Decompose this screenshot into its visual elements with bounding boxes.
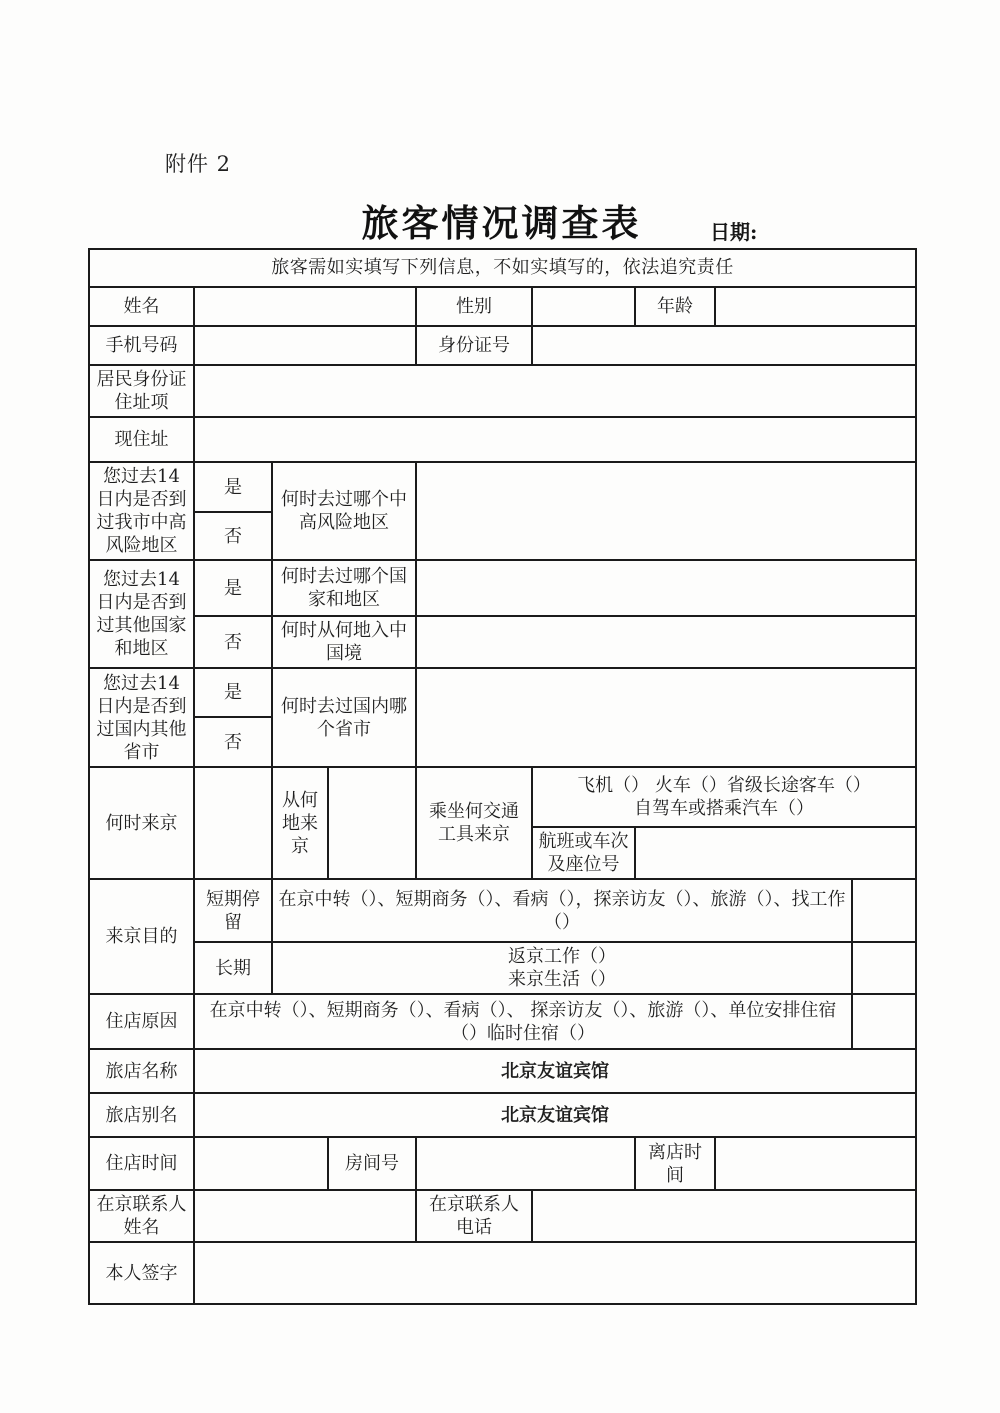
phone-label: 手机号码 [89, 326, 194, 365]
id-address-value-cell[interactable] [194, 365, 916, 417]
page-title: 旅客情况调查表 [361, 201, 642, 245]
date-label: 日期: [710, 220, 758, 244]
gender-label: 性别 [416, 287, 532, 326]
flight-number-value-cell[interactable] [635, 827, 916, 879]
q-city-yes-option[interactable]: 是 [194, 462, 272, 512]
q-domestic-when-label: 何时去过国内哪个省市 [272, 668, 416, 767]
arrival-from-value-cell[interactable] [328, 767, 416, 879]
id-address-label: 居民身份证住址项 [89, 365, 194, 417]
transport-label: 乘坐何交通工具来京 [416, 767, 532, 879]
checkin-time-label: 住店时间 [89, 1137, 194, 1190]
id-number-value-cell[interactable] [532, 326, 916, 365]
contact-name-label: 在京联系人姓名 [89, 1190, 194, 1242]
purpose-long-option1: 返京工作（） [508, 946, 616, 968]
gender-value-cell[interactable] [532, 287, 635, 326]
age-value-cell[interactable] [715, 287, 916, 326]
signature-value-cell[interactable] [194, 1242, 916, 1304]
purpose-label: 来京目的 [89, 879, 194, 994]
id-number-label: 身份证号 [416, 326, 532, 365]
q-abroad-no-answer-cell[interactable] [416, 616, 916, 668]
name-value-cell[interactable] [194, 287, 416, 326]
contact-phone-value-cell[interactable] [532, 1190, 916, 1242]
contact-phone-label: 在京联系人电话 [416, 1190, 532, 1242]
purpose-short-options[interactable]: 在京中转（）、短期商务（）、看病（），探亲访友（）、旅游（）、找工作（） [272, 879, 852, 942]
purpose-short-mark-cell[interactable] [852, 879, 916, 942]
flight-number-label: 航班或车次及座位号 [532, 827, 635, 879]
name-label: 姓名 [89, 287, 194, 326]
attachment-label: 附件 2 [165, 152, 232, 176]
contact-name-value-cell[interactable] [194, 1190, 416, 1242]
arrival-from-label: 从何地来京 [272, 767, 328, 879]
transport-options-line2: 自驾车或搭乘汽车（） [634, 798, 815, 820]
current-address-label: 现住址 [89, 417, 194, 462]
transport-options-line1: 飞机（） 火车（）省级长途客车（） [577, 775, 871, 797]
q-domestic-question: 您过去14日内是否到过国内其他省市 [89, 668, 194, 767]
hotel-alias-value: 北京友谊宾馆 [194, 1093, 916, 1137]
q-abroad-yes-answer-cell[interactable] [416, 560, 916, 616]
notice-text: 旅客需如实填写下列信息，不如实填写的，依法追究责任 [89, 249, 916, 287]
q-domestic-no-option[interactable]: 否 [194, 717, 272, 767]
q-abroad-yes-option[interactable]: 是 [194, 560, 272, 616]
q-domestic-yes-option[interactable]: 是 [194, 668, 272, 717]
purpose-long-options[interactable] [272, 942, 852, 994]
q-abroad-no-option[interactable]: 否 [194, 616, 272, 668]
current-address-value-cell[interactable] [194, 417, 916, 462]
arrival-when-value-cell[interactable] [194, 767, 272, 879]
stay-reason-label: 住店原因 [89, 994, 194, 1049]
q-abroad-when-label: 何时去过哪个国家和地区 [272, 560, 416, 616]
q-city-question: 您过去14日内是否到过我市中高风险地区 [89, 462, 194, 560]
q-domestic-answer-cell[interactable] [416, 668, 916, 767]
arrival-when-label: 何时来京 [89, 767, 194, 879]
checkout-time-value-cell[interactable] [715, 1137, 916, 1190]
survey-form-table [88, 248, 917, 1305]
transport-options[interactable] [532, 767, 916, 827]
purpose-long-mark-cell[interactable] [852, 942, 916, 994]
checkin-time-value-cell[interactable] [194, 1137, 328, 1190]
stay-reason-options[interactable]: 在京中转（）、短期商务（）、看病（）、 探亲访友（）、旅游（）、单位安排住宿（）临时住宿（） [194, 994, 852, 1049]
q-city-answer-cell[interactable] [416, 462, 916, 560]
room-number-label: 房间号 [328, 1137, 416, 1190]
hotel-alias-label: 旅店别名 [89, 1093, 194, 1137]
q-city-when-label: 何时去过哪个中高风险地区 [272, 462, 416, 560]
purpose-long-label: 长期 [194, 942, 272, 994]
purpose-short-label: 短期停留 [194, 879, 272, 942]
age-label: 年龄 [635, 287, 715, 326]
hotel-name-label: 旅店名称 [89, 1049, 194, 1093]
q-abroad-question: 您过去14日内是否到过其他国家和地区 [89, 560, 194, 668]
stay-reason-mark-cell[interactable] [852, 994, 916, 1049]
signature-label: 本人签字 [89, 1242, 194, 1304]
phone-value-cell[interactable] [194, 326, 416, 365]
q-city-no-option[interactable]: 否 [194, 512, 272, 560]
room-number-value-cell[interactable] [416, 1137, 635, 1190]
checkout-time-label: 离店时间 [635, 1137, 715, 1190]
hotel-name-value: 北京友谊宾馆 [194, 1049, 916, 1093]
q-abroad-entry-label: 何时从何地入中国境 [272, 616, 416, 668]
purpose-long-option2: 来京生活（） [508, 969, 616, 991]
